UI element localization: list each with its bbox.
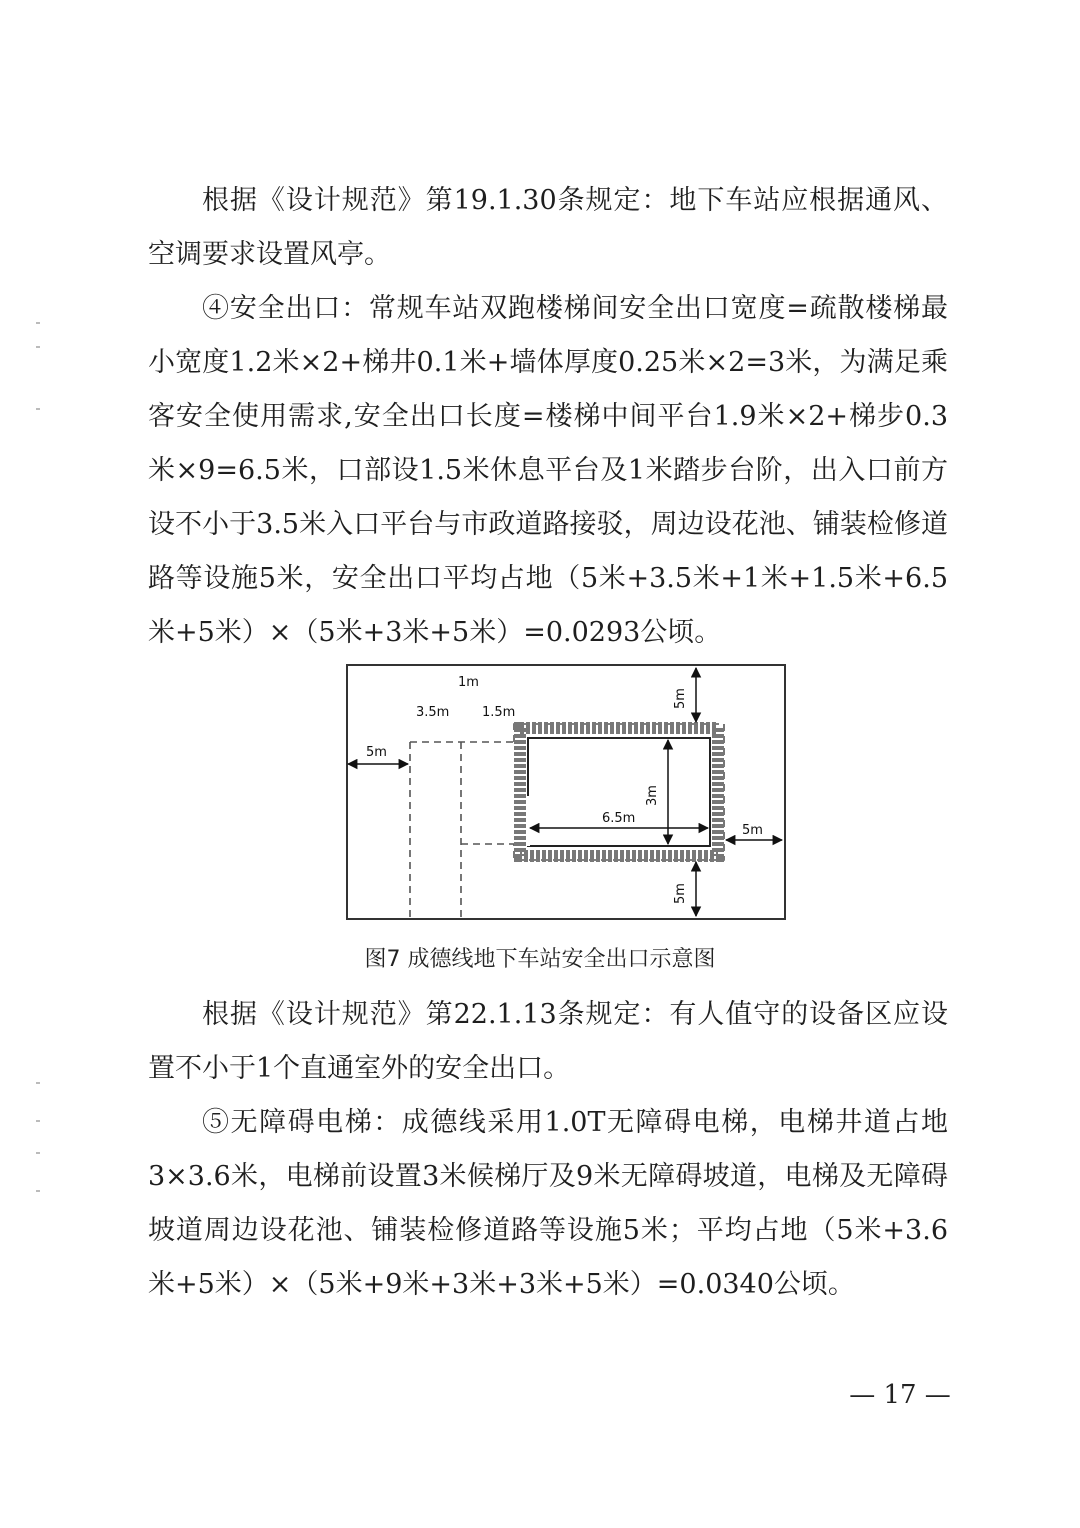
label-inner-6-5m: 6.5m	[602, 811, 636, 826]
scan-mark	[36, 1120, 40, 1122]
safety-exit-diagram	[346, 664, 786, 920]
scan-mark	[36, 1190, 40, 1192]
figure-caption: 图7 成德线地下车站安全出口示意图	[364, 947, 716, 972]
label-bottom-5m: 5m	[673, 883, 688, 904]
page-number: — 17 —	[849, 1380, 951, 1410]
scan-mark	[36, 408, 40, 410]
paragraph-equipment-area: 根据《设计规范》第22.1.13条规定：有人值守的设备区应设置不小于1个直通室外的安全出口。	[148, 999, 948, 1084]
label-top-1m: 1m	[458, 675, 479, 690]
label-top-right-5m: 5m	[673, 688, 688, 709]
label-top-3-5m: 3.5m	[416, 705, 450, 720]
scan-mark	[36, 346, 40, 348]
label-right-5m: 5m	[742, 823, 763, 838]
paragraph-accessible-elevator: ⑤无障碍电梯：成德线采用1.0T无障碍电梯，电梯井道占地3×3.6米，电梯前设置3米候梯厅及9米无障碍坡道，电梯及无障碍坡道周边设花池、铺装检修道路等设施5米；平均占地（5米+3.6米+5米）×（5米+9米+3米+3米+5米）=0.0340公顷。	[148, 1107, 948, 1300]
scan-mark	[36, 1082, 40, 1084]
exit-building	[528, 738, 710, 846]
label-left-5m: 5m	[366, 745, 387, 760]
paragraph-vent-pavilion: 根据《设计规范》第19.1.30条规定：地下车站应根据通风、空调要求设置风亭。	[148, 185, 948, 270]
label-top-1-5m: 1.5m	[482, 705, 516, 720]
scan-mark	[36, 1152, 40, 1154]
scan-mark	[36, 322, 40, 324]
paragraph-safety-exit: ④安全出口：常规车站双跑楼梯间安全出口宽度=疏散楼梯最小宽度1.2米×2+梯井0.1米+墙体厚度0.25米×2=3米，为满足乘客安全使用需求,安全出口长度=楼梯中间平台1.9米×2+梯步0.3米×9=6.5米，口部设1.5米休息平台及1米踏步台阶，出入口前方设不小于3.5米入口平台与市政道路接驳，周边设花池、铺装检修道路等设施5米，安全出口平均占地（5米+3.5米+1米+1.5米+6.5米+5米）×（5米+3米+5米）=0.0293公顷。	[148, 293, 948, 648]
label-inner-3m: 3m	[645, 785, 660, 806]
